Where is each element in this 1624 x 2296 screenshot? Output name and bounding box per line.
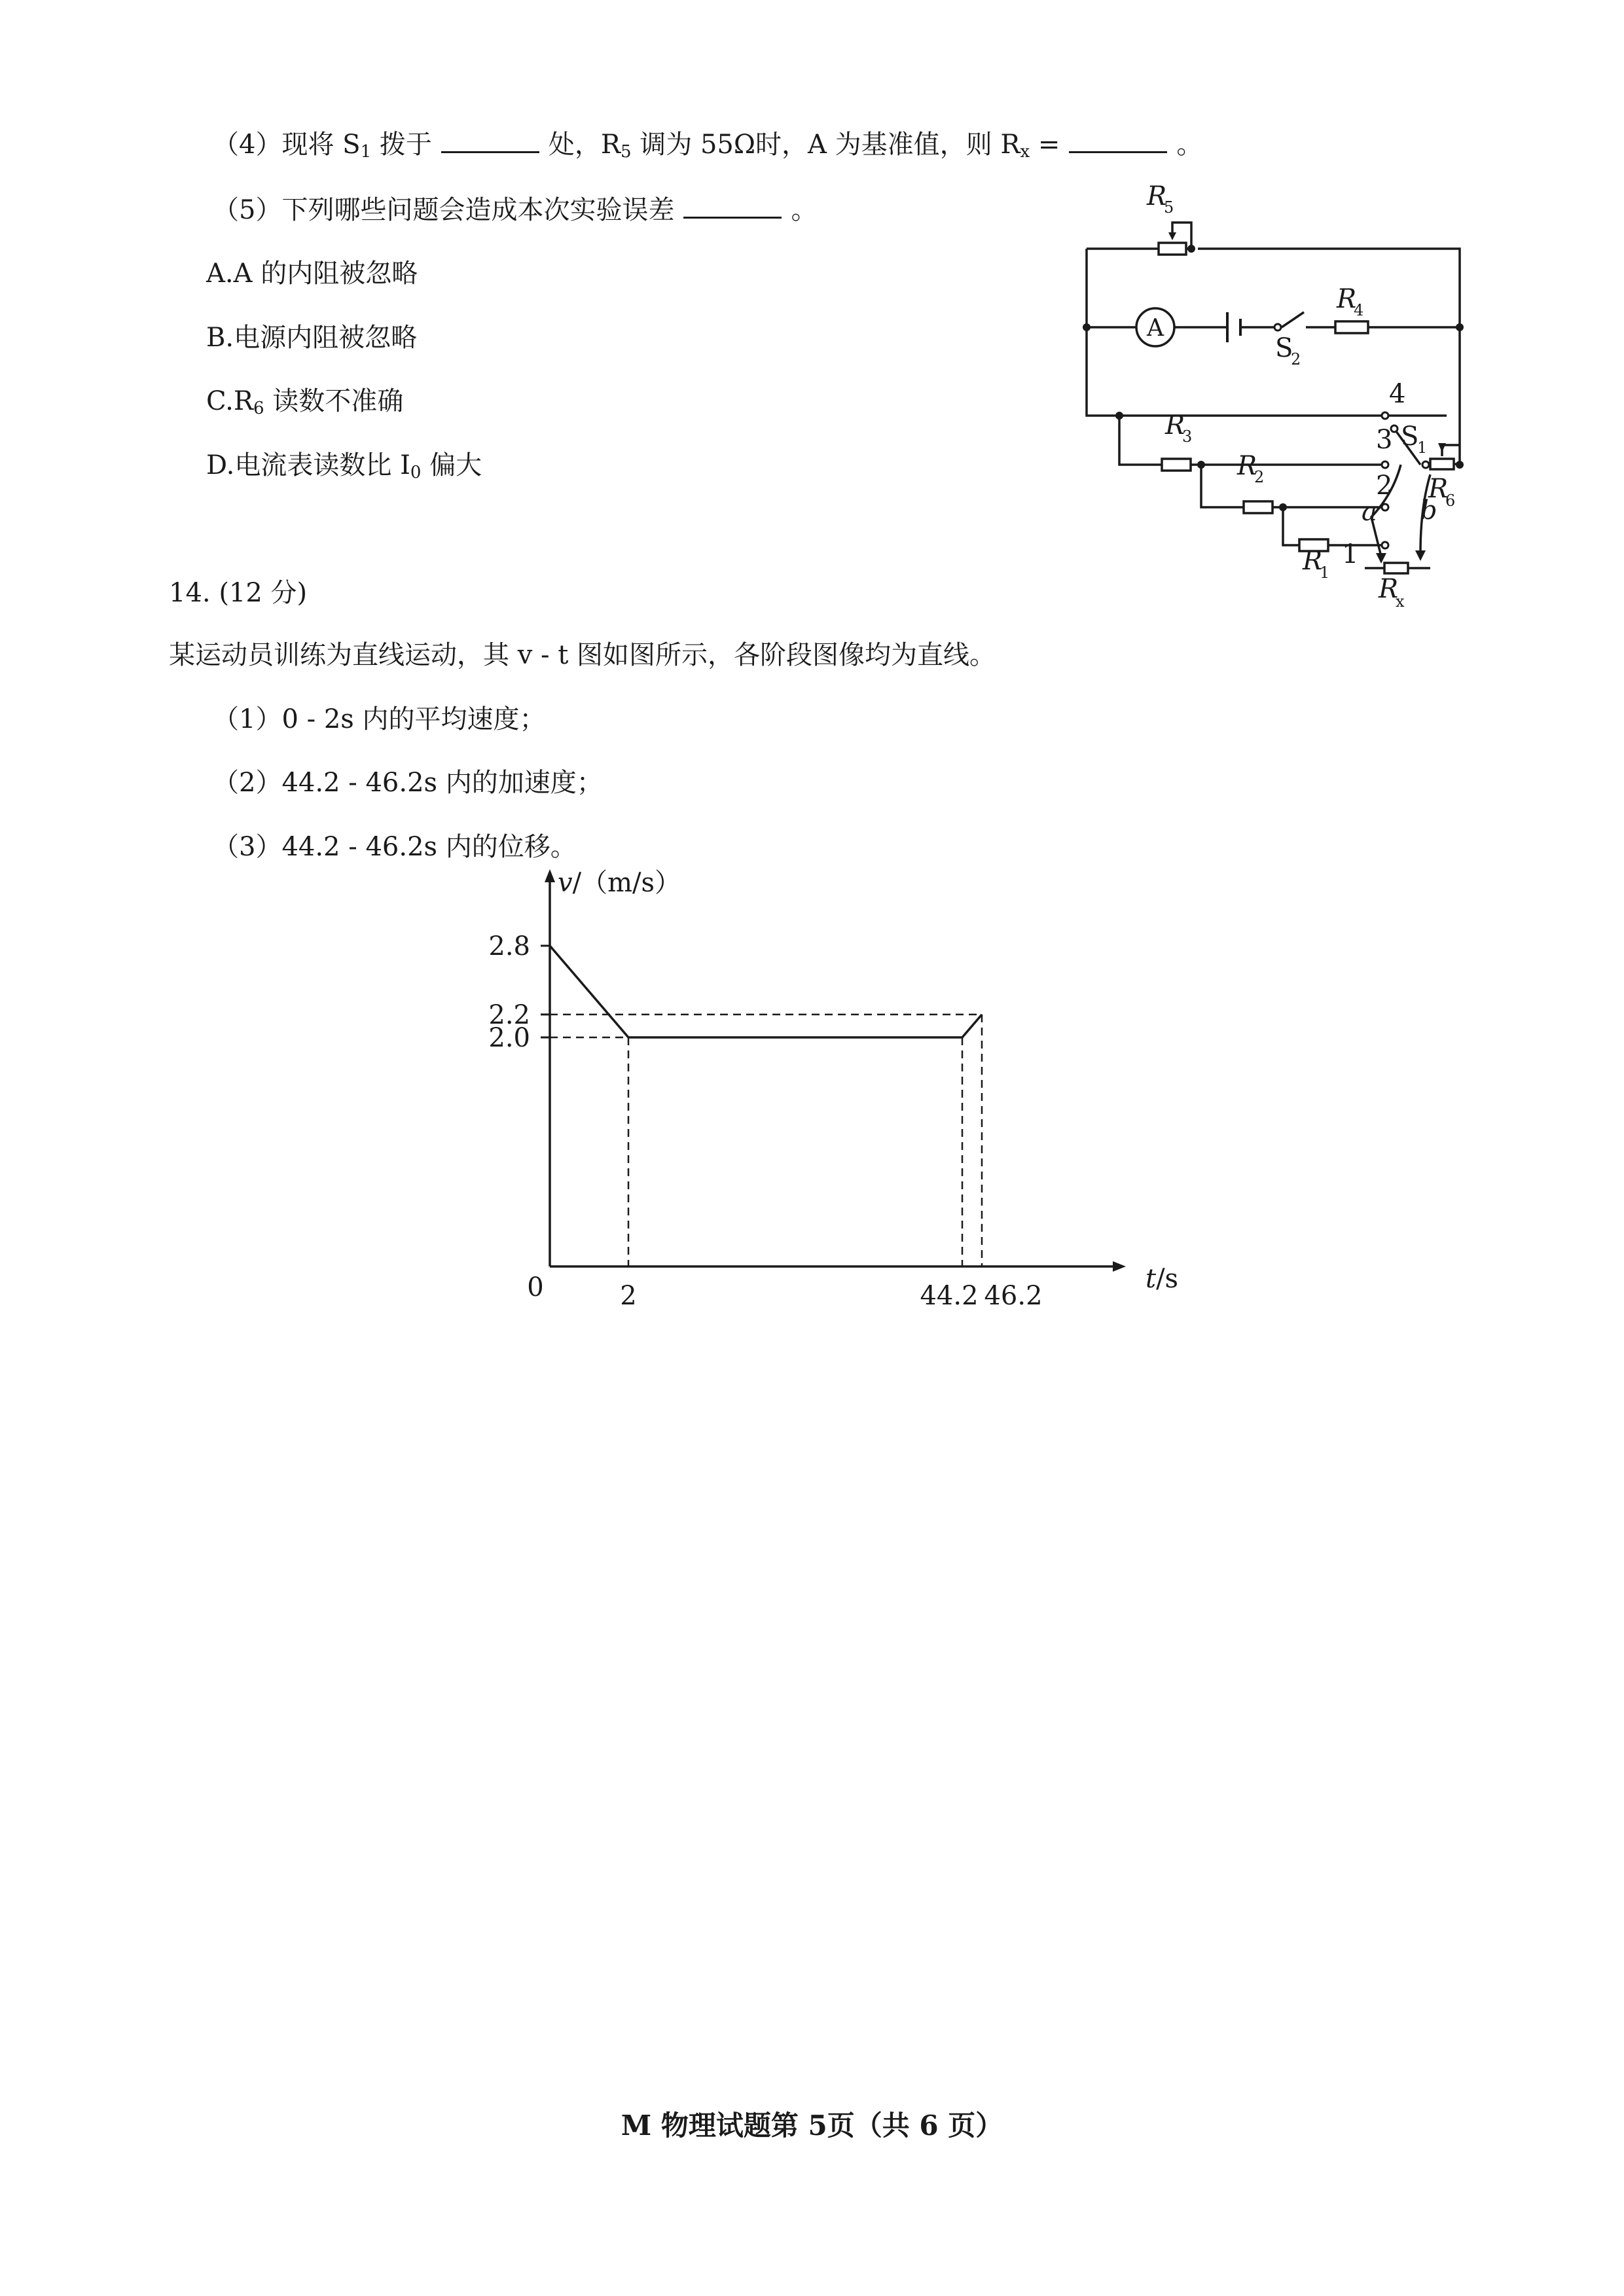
terminal-2: 2: [1376, 471, 1393, 501]
chart-guide-lines: [550, 1014, 982, 1266]
label-r1: R: [1303, 546, 1323, 576]
answer-blank-s1-position[interactable]: [441, 129, 539, 153]
svg-text:3: 3: [1182, 427, 1193, 446]
chart-series: [550, 946, 982, 1037]
y-tick-label: 2.8: [488, 931, 530, 961]
y-axis-arrow: [545, 869, 555, 882]
q14-header: 14. (12 分): [169, 578, 308, 608]
y-tick-label: 2.2: [488, 1000, 530, 1030]
label-s2: S: [1275, 333, 1293, 363]
svg-text:2: 2: [1291, 350, 1301, 368]
option-d: D.电流表读数比 $I_0$ 偏大: [206, 450, 482, 482]
x-tick-label: 2: [620, 1281, 637, 1311]
svg-text:x: x: [1396, 592, 1405, 611]
label-s1: S: [1401, 422, 1419, 452]
y-axis-label: v/（m/s）: [558, 868, 681, 898]
label-rx: R: [1379, 574, 1399, 604]
svg-text:4: 4: [1354, 301, 1364, 319]
label-r2: R: [1237, 451, 1257, 481]
answer-blank-error-sources[interactable]: [683, 194, 782, 219]
svg-text:1: 1: [1320, 564, 1330, 582]
label-r6: R: [1428, 474, 1449, 504]
terminal-4: 4: [1389, 379, 1406, 409]
x-axis-label: t/s: [1146, 1264, 1179, 1294]
answer-blank-rx[interactable]: [1069, 129, 1167, 153]
velocity-line: [550, 946, 982, 1037]
q14-sub1: （1）0 - 2s 内的平均速度；: [213, 704, 546, 734]
origin-label: 0: [527, 1272, 544, 1302]
terminal-1: 1: [1342, 539, 1359, 569]
q14-stem: 某运动员训练为直线运动，其 v - t 图如图所示，各阶段图像均为直线。: [169, 640, 996, 670]
label-r5: R: [1147, 181, 1167, 211]
circuit-diagram: [1074, 167, 1492, 611]
x-axis-arrow: [1113, 1261, 1126, 1272]
svg-text:2: 2: [1254, 468, 1265, 486]
q14-sub2: （2）44.2 - 46.2s 内的加速度；: [213, 768, 603, 798]
svg-text:5: 5: [1164, 198, 1174, 217]
ammeter-label: A: [1147, 315, 1164, 342]
q13-item5: （5）下列哪些问题会造成本次实验误差 。: [213, 195, 818, 225]
option-c: $C.R_6$ 读数不准确: [206, 386, 404, 418]
chart-labels: [488, 868, 1178, 1311]
label-r3: R: [1165, 410, 1185, 440]
x-tick-label: 44.2: [920, 1281, 979, 1311]
q14-sub3: （3）44.2 - 46.2s 内的位移。: [213, 832, 577, 862]
y-tick-label: 2.0: [488, 1023, 530, 1053]
option-b: B.电源内阻被忽略: [206, 323, 418, 353]
svg-text:1: 1: [1417, 439, 1428, 457]
q13-item4: （4）现将 $S_1$ 拨于 处，$R_5$ 调为 55Ω时，A 为基准值，则 $R_x$ = 。: [213, 130, 1203, 162]
label-r4: R: [1337, 284, 1357, 314]
option-a: A.A 的内阻被忽略: [206, 259, 418, 289]
lead-a: a: [1362, 497, 1377, 527]
lead-b: b: [1420, 495, 1437, 526]
page-footer: M 物理试题第 5页（共 6 页）: [621, 2109, 1003, 2142]
vt-chart: [458, 864, 1204, 1322]
x-tick-label: 46.2: [984, 1281, 1043, 1311]
terminal-3: 3: [1376, 425, 1393, 455]
svg-text:6: 6: [1445, 492, 1456, 510]
